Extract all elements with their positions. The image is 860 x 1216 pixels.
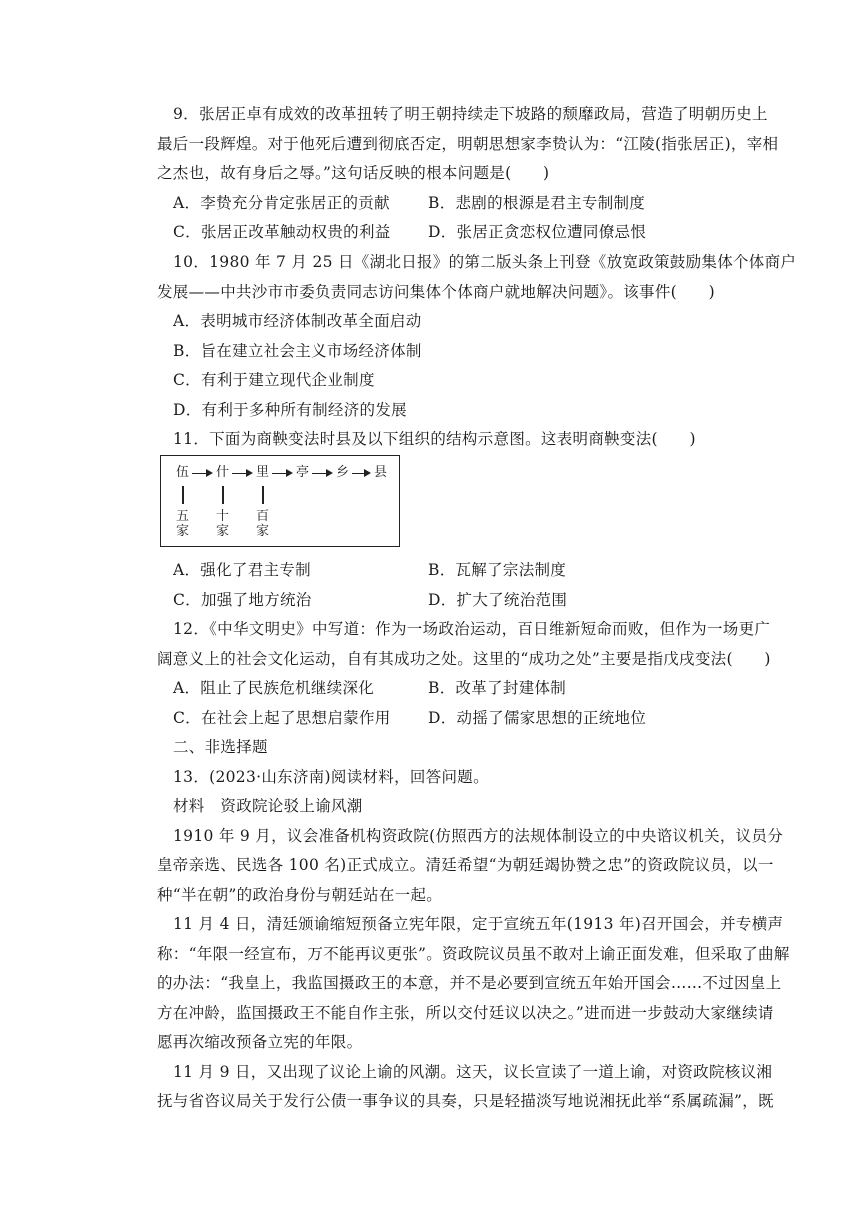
q13-p2-line-4: 方在冲龄，监国摄政王不能自作主张，所以交付廷议以决之。”进而进一步鼓动大家继续请 — [157, 1004, 774, 1022]
diagram-label-wujia-1: 五 — [176, 509, 190, 524]
diagram-arrow-head — [246, 469, 253, 477]
q11-option-c: C．加强了地方统治 — [173, 591, 312, 609]
diagram-connector — [262, 486, 264, 504]
q10-option-a: A．表明城市经济体制改革全面启动 — [173, 312, 422, 330]
q13-p3-line-2: 抚与省咨议局关于发行公债一事争议的具奏，只是轻描淡写地说湘抚此举“系属疏漏”，既 — [157, 1092, 774, 1110]
q13-line-1: 13．(2023·山东济南)阅读材料，回答问题。 — [173, 768, 489, 786]
diagram-node-ting: 亭 — [296, 465, 310, 480]
structure-diagram — [160, 455, 400, 547]
q9-line-1: 9．张居正卓有成效的改革扭转了明王朝持续走下坡路的颓靡政局，营造了明朝历史上 — [173, 105, 768, 123]
q13-material-title: 材料 资政院论驳上谕风潮 — [173, 797, 363, 815]
q12-option-a: A．阻止了民族危机继续深化 — [173, 679, 375, 697]
q13-p1-line-1: 1910 年 9 月，议会准备机构资政院(仿照西方的法规体制设立的中央谘议机关，议员分 — [173, 827, 784, 845]
q9-option-d: D．张居正贪恋权位遭同僚忌恨 — [428, 223, 647, 241]
diagram-label-shijia-2: 家 — [216, 524, 230, 539]
diagram-arrow-line — [272, 473, 287, 474]
q10-option-d: D．有利于多种所有制经济的发展 — [173, 401, 407, 419]
diagram-arrow-head — [364, 469, 371, 477]
section-heading: 二、非选择题 — [173, 738, 268, 756]
diagram-label-baijia-2: 家 — [256, 524, 270, 539]
diagram-arrow-line — [192, 473, 207, 474]
q10-line-2: 发展——中共沙市市委负责同志访问集体个体商户就地解决问题》。该事件( ) — [157, 283, 715, 301]
q9-option-c: C．张居正改革触动权贵的利益 — [173, 223, 391, 241]
diagram-node-wu: 伍 — [176, 465, 190, 480]
diagram-arrow-head — [286, 469, 293, 477]
q13-p3-line-1: 11 月 9 日，又出现了议论上谕的风潮。这天，议长宣读了一道上谕，对资政院核议湘 — [173, 1063, 773, 1081]
q9-option-a: A．李贽充分肯定张居正的贡献 — [173, 194, 390, 212]
diagram-arrow-line — [312, 473, 327, 474]
diagram-arrow-line — [232, 473, 247, 474]
diagram-node-xiang: 乡 — [336, 465, 350, 480]
q11-line-1: 11．下面为商鞅变法时县及以下组织的结构示意图。这表明商鞅变法( ) — [173, 430, 696, 448]
q11-option-d: D．扩大了统治范围 — [428, 591, 568, 609]
diagram-node-shi: 什 — [216, 465, 230, 480]
q13-p2-line-3: 的办法：“我皇上，我监国摄政王的本意，并不是必要到宣统五年始开国会……不过因皇上 — [157, 974, 782, 992]
q10-option-b: B．旨在建立社会主义市场经济体制 — [173, 342, 422, 360]
diagram-connector — [222, 486, 224, 504]
q11-option-a: A．强化了君主专制 — [173, 561, 311, 579]
q10-line-1: 10．1980 年 7 月 25 日《湖北日报》的第二版头条上刊登《放宽政策鼓励集体个体商户 — [173, 253, 797, 271]
diagram-arrow-head — [206, 469, 213, 477]
diagram-label-shijia-1: 十 — [216, 509, 230, 524]
q9-line-3: 之杰也，故有身后之辱。”这句话反映的根本问题是( ) — [157, 164, 550, 182]
q13-p2-line-5: 愿再次缩改预备立宪的年限。 — [157, 1033, 363, 1051]
diagram-node-xian: 县 — [374, 465, 388, 480]
q12-option-b: B．改革了封建体制 — [428, 679, 567, 697]
q12-option-c: C．在社会上起了思想启蒙作用 — [173, 709, 391, 727]
diagram-arrow-head — [326, 469, 333, 477]
q12-line-1: 12．《中华文明史》中写道：作为一场政治运动，百日维新短命而败，但作为一场更广 — [173, 620, 771, 638]
q10-option-c: C．有利于建立现代企业制度 — [173, 371, 375, 389]
q12-line-2: 阔意义上的社会文化运动，自有其成功之处。这里的“成功之处”主要是指戊戌变法( ) — [157, 650, 771, 668]
q13-p1-line-2: 皇帝亲选、民选各 100 名)正式成立。清廷希望“为朝廷竭协赞之忠”的资政院议员，以一 — [157, 856, 774, 874]
q13-p1-line-3: 种“半在朝”的政治身份与朝廷站在一起。 — [157, 886, 443, 904]
q11-option-b: B．瓦解了宗法制度 — [428, 561, 567, 579]
diagram-connector — [182, 486, 184, 504]
diagram-node-li: 里 — [256, 465, 270, 480]
q9-line-2: 最后一段辉煌。对于他死后遭到彻底否定，明朝思想家李贽认为：“江陵(指张居正)，宰相 — [157, 135, 779, 153]
q9-option-b: B．悲剧的根源是君主专制制度 — [428, 194, 646, 212]
q12-option-d: D．动摇了儒家思想的正统地位 — [428, 709, 647, 727]
diagram-label-wujia-2: 家 — [176, 524, 190, 539]
q13-p2-line-1: 11 月 4 日，清廷颁谕缩短预备立宪年限，定于宣统五年(1913 年)召开国会，并专横声 — [173, 915, 784, 933]
q13-p2-line-2: 称：“年限一经宣布，万不能再议更张”。资政院议员虽不敢对上谕正面发难，但采取了曲解 — [157, 945, 790, 963]
diagram-label-baijia-1: 百 — [256, 509, 270, 524]
